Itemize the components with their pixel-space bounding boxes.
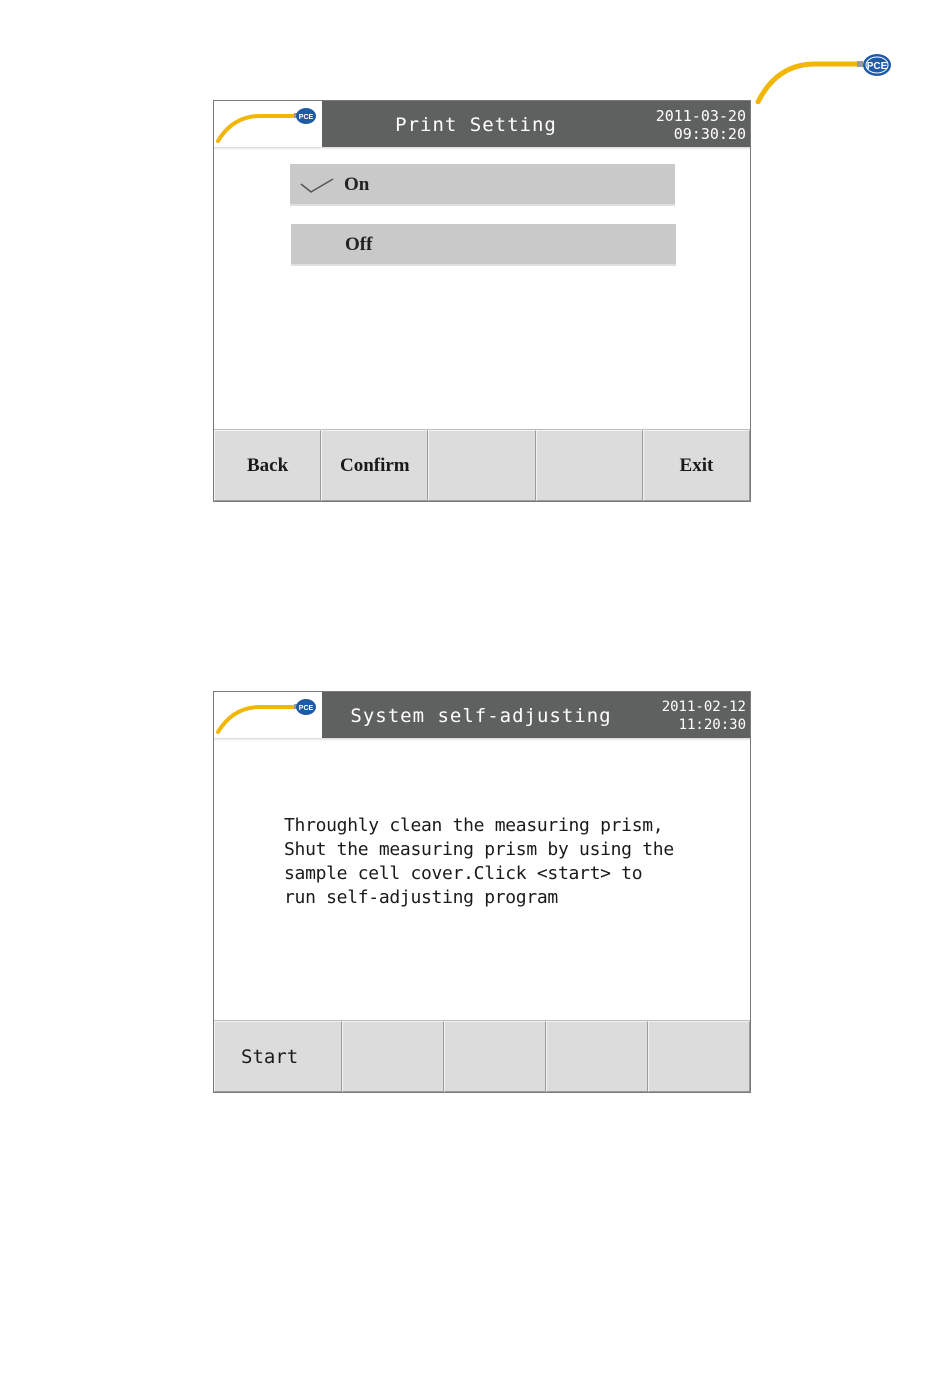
start-button[interactable]: Start bbox=[214, 1021, 342, 1092]
pce-logo-text: PCE bbox=[866, 61, 888, 72]
option-off-label: Off bbox=[345, 234, 373, 255]
message-line: sample cell cover.Click <start> to bbox=[284, 863, 643, 884]
option-off[interactable] bbox=[291, 224, 676, 266]
softkey-3[interactable] bbox=[444, 1021, 546, 1092]
header-logo-text: PCE bbox=[298, 114, 314, 121]
softkey-2[interactable] bbox=[342, 1021, 444, 1092]
datetime-display bbox=[626, 107, 746, 143]
header-logo-text: PCE bbox=[298, 705, 314, 712]
softkey-4[interactable] bbox=[536, 430, 643, 501]
option-on[interactable] bbox=[290, 164, 675, 206]
confirm-button[interactable]: Confirm bbox=[321, 430, 428, 501]
pce-brand-logo bbox=[755, 52, 895, 104]
screen-header bbox=[214, 692, 750, 738]
screen-title: Print Setting bbox=[395, 114, 557, 136]
softkey-bar bbox=[214, 1020, 750, 1092]
message-line: Throughly clean the measuring prism, bbox=[284, 815, 664, 836]
message-line: run self-adjusting program bbox=[284, 887, 558, 908]
datetime-display bbox=[626, 698, 746, 734]
self-adjusting-screen bbox=[213, 691, 751, 1093]
screen-header bbox=[214, 101, 750, 147]
date-text: 2011-02-12 bbox=[661, 699, 746, 715]
pce-logo-icon bbox=[214, 101, 322, 147]
back-button[interactable]: Back bbox=[214, 430, 321, 501]
softkey-bar bbox=[214, 429, 750, 501]
time-text: 11:20:30 bbox=[678, 717, 746, 733]
header-logo bbox=[214, 692, 323, 738]
header-logo bbox=[214, 101, 323, 147]
message-line: Shut the measuring prism by using the bbox=[284, 839, 674, 860]
header-divider bbox=[214, 147, 750, 150]
date-text: 2011-03-20 bbox=[655, 107, 746, 125]
softkey-5[interactable] bbox=[648, 1021, 750, 1092]
checkmark-icon bbox=[300, 176, 334, 194]
pce-logo-icon bbox=[214, 692, 322, 738]
option-on-label: On bbox=[344, 174, 370, 195]
title-bar bbox=[322, 101, 750, 147]
print-setting-screen bbox=[213, 100, 751, 502]
instruction-message bbox=[284, 814, 724, 910]
title-bar bbox=[322, 692, 750, 738]
softkey-3[interactable] bbox=[428, 430, 535, 501]
softkey-4[interactable] bbox=[546, 1021, 648, 1092]
header-divider bbox=[214, 738, 750, 741]
screen-title: System self-adjusting bbox=[350, 705, 612, 727]
exit-button[interactable]: Exit bbox=[643, 430, 750, 501]
time-text: 09:30:20 bbox=[673, 125, 746, 143]
